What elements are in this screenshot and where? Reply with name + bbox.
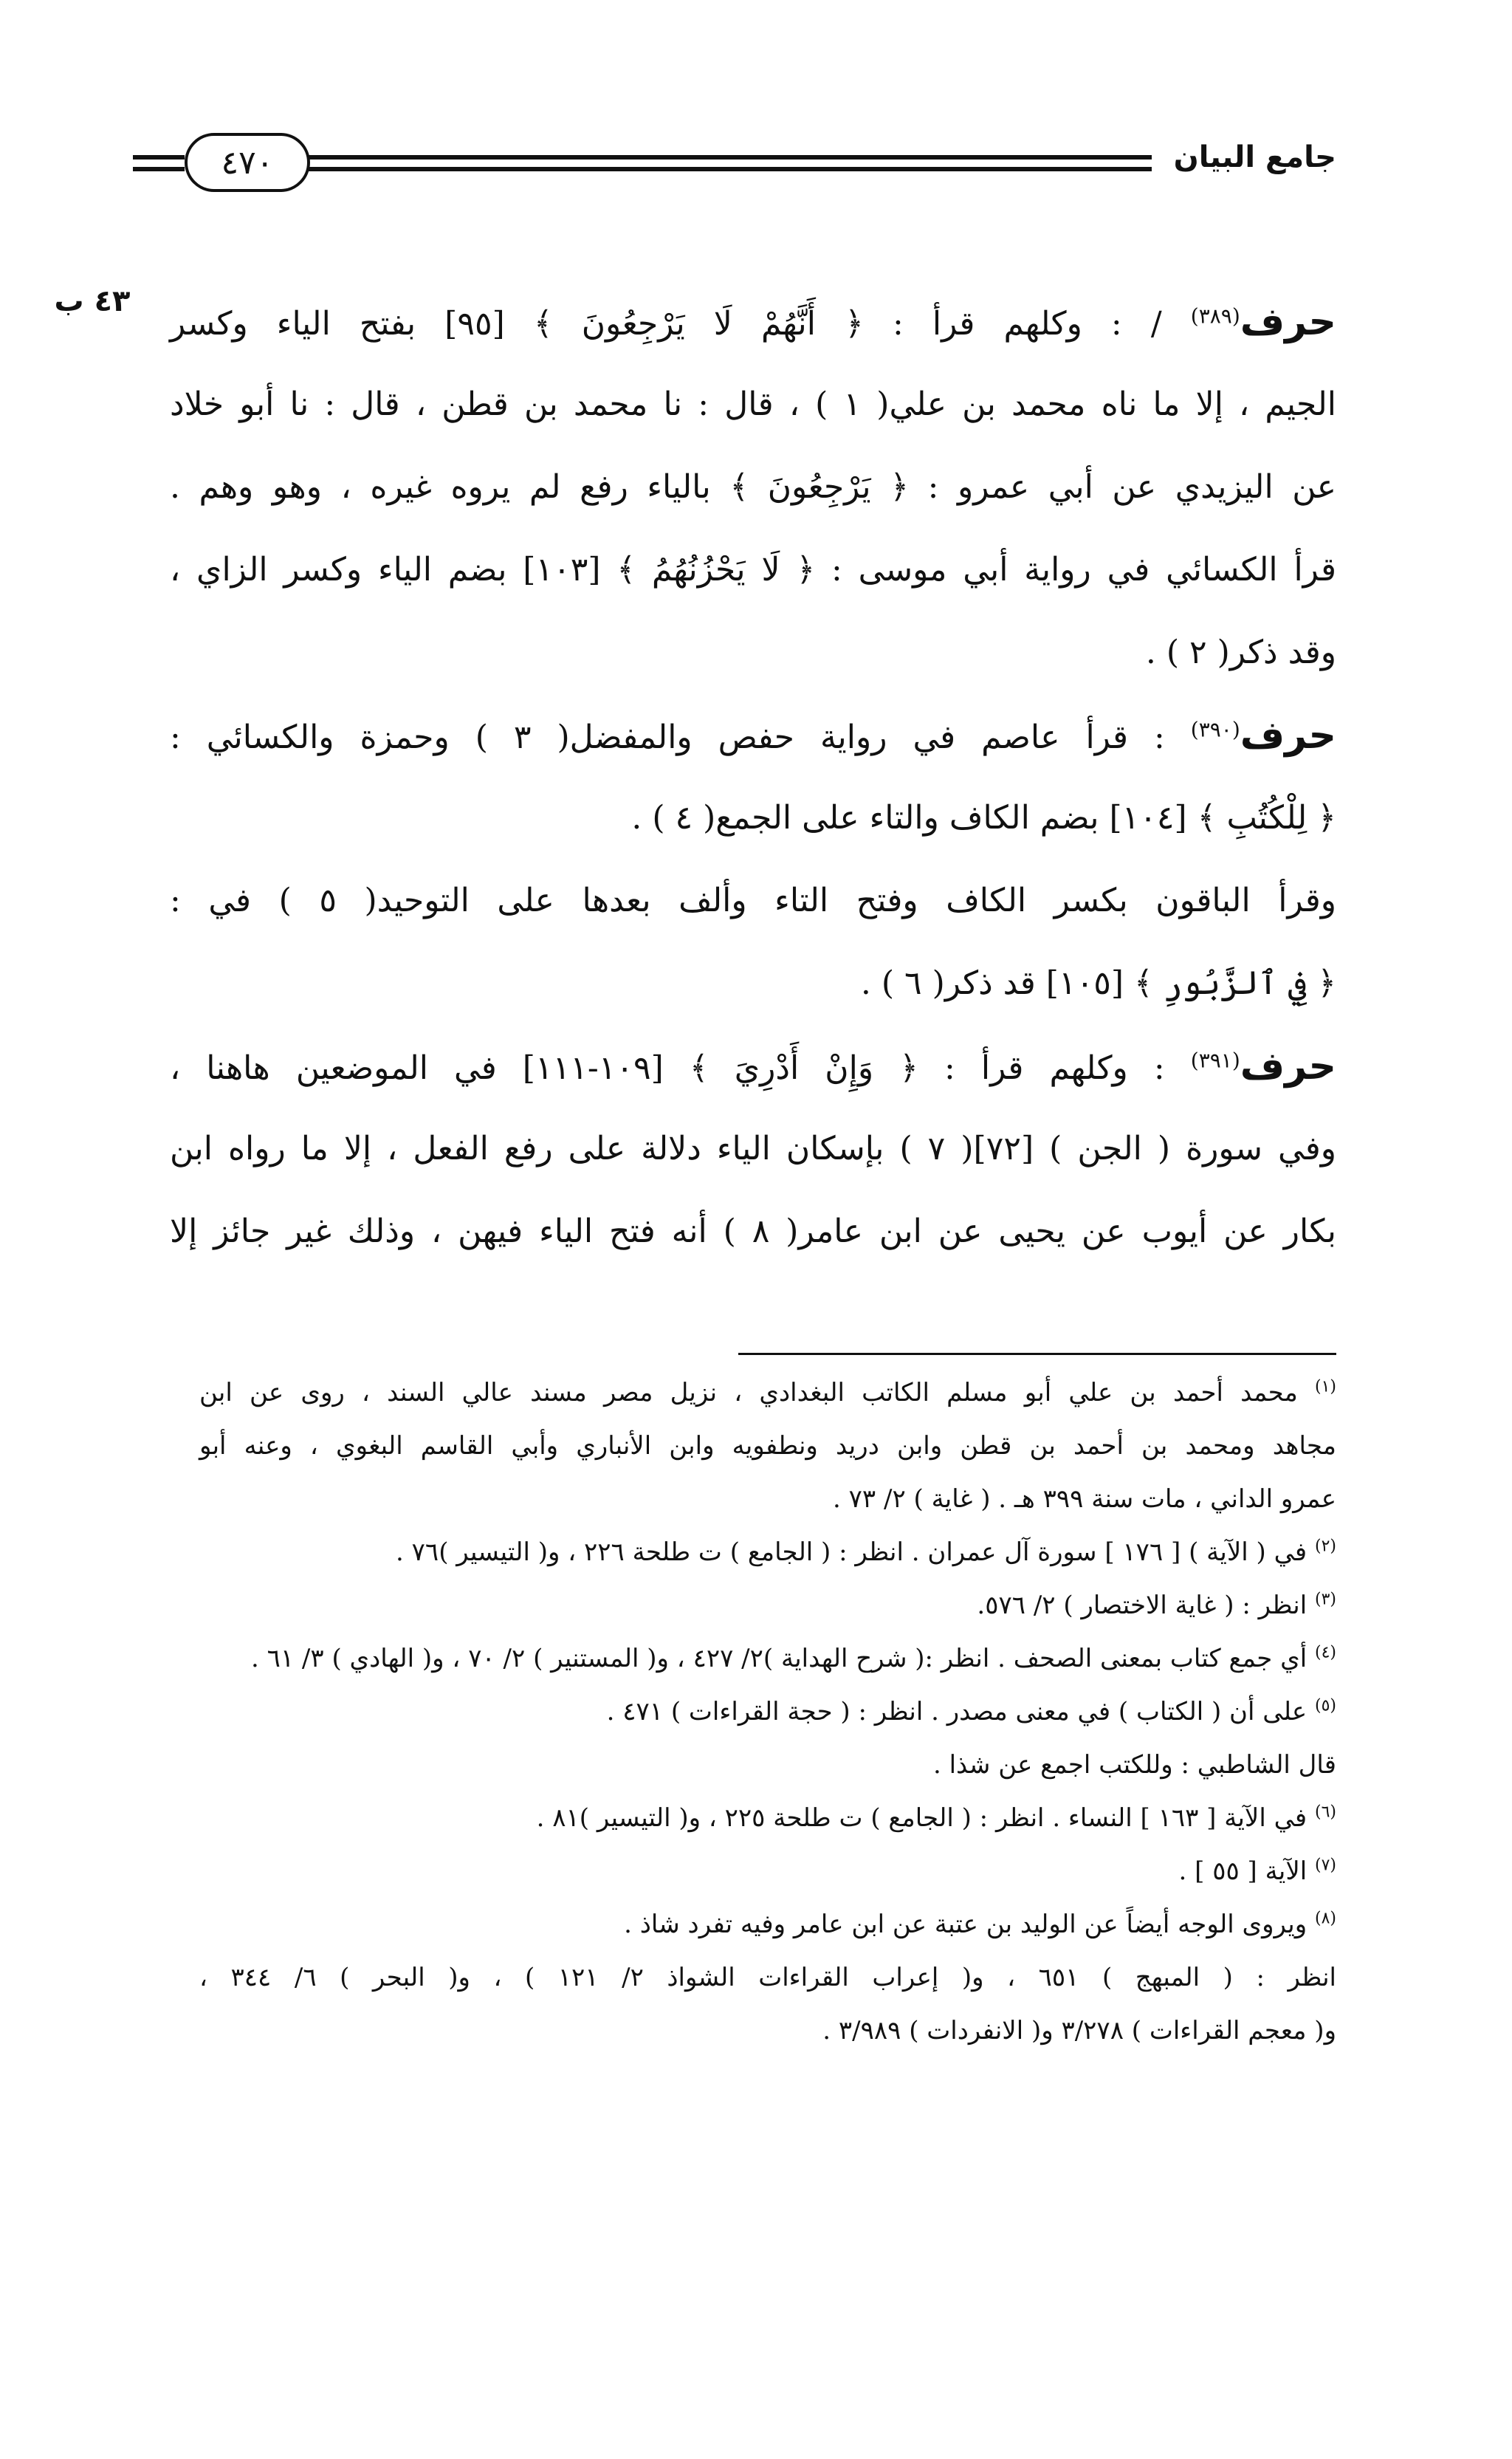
text-line — [170, 1108, 1336, 1190]
footnote-line — [199, 1632, 1336, 1685]
footnote-text: مجاهد ومحمد بن أحمد بن قطن وابن دريد ونطفويه وابن الأنباري وأبي القاسم البغوي ، وعنه أبو — [199, 1431, 1336, 1461]
footnote-line — [199, 1845, 1336, 1898]
footnote-text: محمد أحمد بن علي أبو مسلم الكاتب البغدادي ، نزيل مصر مسند عالي السند ، روى عن ابن — [199, 1378, 1298, 1407]
footnote-number: (٢) — [1314, 1537, 1336, 1556]
line-text: الجيم ، إلا ما ناه محمد بن علي( ١ ) ، قال : نا محمد بن قطن ، قال : نا أبو خلاد — [170, 385, 1337, 423]
footnote-line — [199, 1579, 1336, 1632]
footnote-line — [199, 1472, 1336, 1526]
line-text: ﴿ لِلْكُتُبِ ﴾ [١٠٤] بضم الكاف والتاء على الجمع( ٤ ) . — [631, 799, 1336, 837]
text-line — [170, 942, 1336, 1025]
footnote-text: ويروى الوجه أيضاً عن الوليد بن عتبة عن ابن عامر وفيه تفرد شاذ . — [624, 1910, 1307, 1939]
footnotes — [199, 1366, 1336, 2057]
footnote-number: (٧) — [1314, 1856, 1336, 1875]
text-line — [170, 694, 1336, 777]
line-text: ﴿ فِي ٱلزَّبُورِ ﴾ [١٠٥] قد ذكر( ٦ ) . — [860, 964, 1336, 1002]
line-text: عن اليزيدي عن أبي عمرو : ﴿ يَرْجِعُونَ ﴾ بالياء رفع لم يروه غيره ، وهو وهم . — [170, 468, 1336, 506]
footnote-line — [199, 1526, 1336, 1579]
header-rule — [295, 155, 1152, 171]
text-line — [170, 363, 1336, 446]
header-rule-left — [133, 155, 185, 171]
text-line — [170, 611, 1336, 694]
footnote-text: قال الشاطبي : وللكتب اجمع عن شذا . — [932, 1750, 1336, 1780]
footnote-text: أي جمع كتاب بمعنى الصحف . انظر :( شرح الهداية )٢/ ٤٢٧ ، و( المستنير ) ٢/ ٧٠ ، و( الهادي ) ٣/ ٦١ . — [250, 1644, 1307, 1673]
footnote-number: (٤) — [1314, 1643, 1336, 1662]
footnote-line — [199, 1791, 1336, 1845]
main-text — [170, 281, 1336, 1273]
harf-number: (٣٩١) — [1190, 1048, 1240, 1073]
footnote-line — [199, 1419, 1336, 1472]
footnote-text: انظر : ( غاية الاختصار ) ٢/ ٥٧٦. — [977, 1591, 1307, 1620]
page-header — [133, 133, 1336, 192]
footnote-number: (٣) — [1314, 1590, 1336, 1609]
footnote-text: على أن ( الكتاب ) في معنى مصدر . انظر : ( حجة القراءات ) ٤٧١ . — [606, 1697, 1307, 1726]
footnote-number: (٥) — [1314, 1696, 1336, 1715]
footnote-line — [199, 2004, 1336, 2057]
footnote-text: الآية [ ٥٥ ] . — [1178, 1856, 1307, 1886]
line-text: قرأ الكسائي في رواية أبي موسى : ﴿ لَا يَحْزُنُهُمُ ﴾ [١٠٣] بضم الياء وكسر الزاي ، — [170, 551, 1336, 589]
footnote-line — [199, 1738, 1336, 1791]
harf-heading: حرف — [1240, 713, 1336, 758]
footnote-text: في الآية [ ١٦٣ ] النساء . انظر : ( الجامع ) ت طلحة ٢٢٥ ، و( التيسير )٨١ . — [536, 1803, 1307, 1833]
text-line — [170, 1025, 1336, 1108]
line-text: : قرأ عاصم في رواية حفص والمفضل( ٣ ) وحمزة والكسائي : — [170, 719, 1165, 756]
footnote-line — [199, 1951, 1336, 2004]
harf-number: (٣٨٩) — [1190, 303, 1240, 329]
harf-number: (٣٩٠) — [1190, 717, 1240, 742]
footnote-text: و( معجم القراءات ) ٣/٢٧٨ و( الانفردات ) ٣/٩٨٩ . — [822, 2016, 1336, 2045]
line-text: وقد ذكر( ٢ ) . — [1145, 634, 1336, 671]
line-text: وفي سورة ( الجن ) [٧٢]( ٧ ) بإسكان الياء دلالة على رفع الفعل ، إلا ما رواه ابن — [170, 1130, 1337, 1167]
line-text: : وكلهم قرأ : ﴿ وَإِنْ أَدْرِيَ ﴾ [١٠٩-١١١] في الموضعين هاهنا ، — [170, 1049, 1165, 1087]
footnote-text: في ( الآية ) [ ١٧٦ ] سورة آل عمران . انظر : ( الجامع ) ت طلحة ٢٢٦ ، و( التيسير )٧٦ . — [396, 1537, 1307, 1567]
book-title: جامع البيان — [1173, 140, 1336, 174]
harf-heading: حرف — [1240, 1044, 1336, 1088]
footnote-line — [199, 1898, 1336, 1951]
footnote-text: انظر : ( المبهج ) ٦٥١ ، و( إعراب القراءات الشواذ ٢/ ١٢١ ) ، و( البحر ) ٦/ ٣٤٤ ، — [199, 1963, 1337, 1992]
text-line — [170, 860, 1336, 942]
footnote-line — [199, 1366, 1336, 1419]
text-line — [170, 446, 1336, 529]
text-line — [170, 281, 1336, 363]
footnote-number: (٦) — [1314, 1803, 1336, 1822]
line-text: بكار عن أيوب عن يحيى عن ابن عامر( ٨ ) أنه فتح الياء فيهن ، وذلك غير جائز إلا — [170, 1213, 1336, 1250]
footnote-separator — [738, 1353, 1336, 1355]
line-text: وقرأ الباقون بكسر الكاف وفتح التاء وألف بعدها على التوحيد( ٥ ) في : — [170, 882, 1337, 919]
text-line — [170, 529, 1336, 611]
line-text: / : وكلهم قرأ : ﴿ أَنَّهُمْ لَا يَرْجِعُونَ ﴾ [٩٥] بفتح الياء وكسر — [170, 305, 1162, 343]
text-line — [170, 1190, 1336, 1273]
footnote-number: (١) — [1315, 1377, 1337, 1396]
page-number: ٤٧٠ — [185, 133, 310, 192]
footnote-line — [199, 1685, 1336, 1738]
margin-folio-note: ٤٣ ب — [54, 284, 131, 318]
text-line — [170, 777, 1336, 860]
harf-heading: حرف — [1240, 300, 1336, 344]
footnote-text: عمرو الداني ، مات سنة ٣٩٩ هـ . ( غاية ) ٢/ ٧٣ . — [833, 1484, 1336, 1514]
footnote-number: (٨) — [1314, 1909, 1336, 1928]
